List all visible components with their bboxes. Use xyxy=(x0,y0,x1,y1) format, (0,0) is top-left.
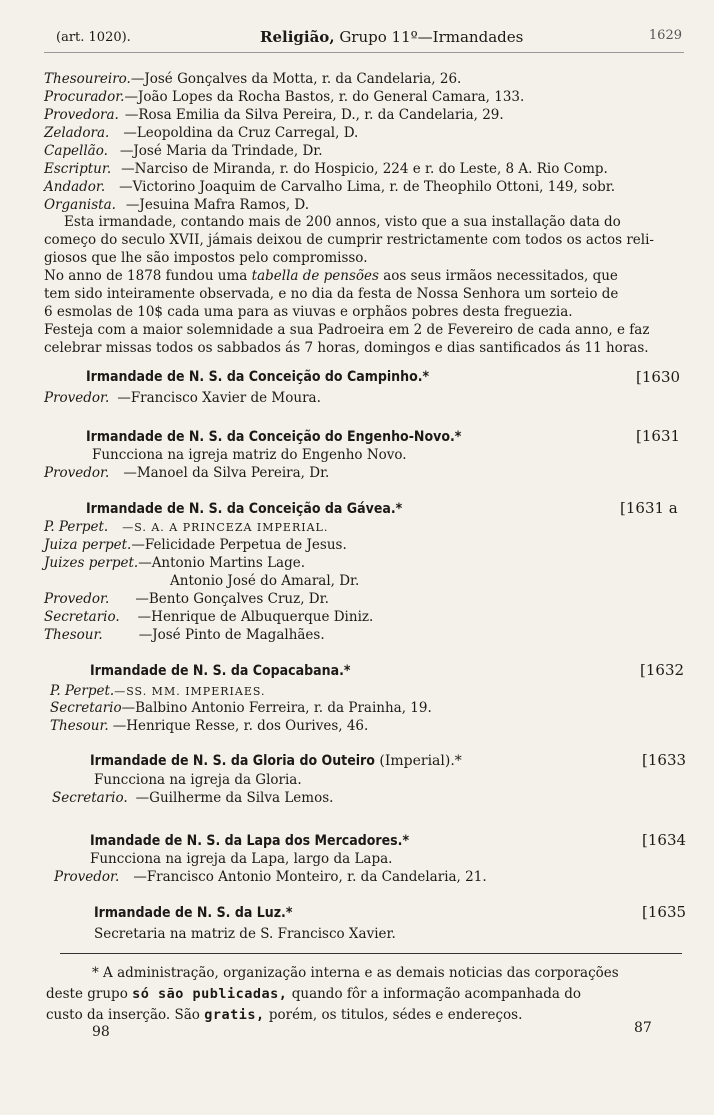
paragraph-line: 6 esmolas de 10$ cada uma para as viuvas e orphãos pobres desta freguezia. xyxy=(44,304,573,320)
footnote-rule xyxy=(60,953,682,954)
paragraph-line: giosos que lhe são impostos pelo compromisso. xyxy=(44,250,368,266)
paragraph-line: começo do seculo XVII, jámais deixou de cumprir restrictamente com todos os actos reli- xyxy=(44,232,654,248)
footnote-line: * A administração, organização interna e as demais noticias das corporações xyxy=(92,965,619,981)
officer-line: Capellão. —José Maria da Trindade, Dr. xyxy=(44,143,323,159)
officer-line: Organista. —Jesuina Mafra Ramos, D. xyxy=(44,197,310,213)
officer-line: Thesoureiro.—José Gonçalves da Motta, r. da Candelaria, 26. xyxy=(44,71,462,87)
section-title: Irmandade de N. S. da Luz.* xyxy=(94,905,293,921)
section-number: [1630 xyxy=(636,368,681,386)
officer-line: Provedor. —Manoel da Silva Pereira, Dr. xyxy=(44,465,330,481)
section-number: [1631 xyxy=(636,427,681,445)
officer-line: Provedor. —Francisco Antonio Monteiro, r. da Candelaria, 21. xyxy=(54,869,487,885)
page-number-right: 87 xyxy=(634,1020,652,1036)
section-title: Irmandade de N. S. da Copacabana.* xyxy=(90,663,351,679)
section-title: Irmandade de N. S. da Conceição da Gávea.* xyxy=(86,501,403,517)
officer-line: Zeladora. —Leopoldina da Cruz Carregal, D. xyxy=(44,125,359,141)
section-number: [1631 a xyxy=(620,499,678,517)
header-title xyxy=(260,28,523,46)
header-title-rest: Grupo 11º—Irmandades xyxy=(334,28,524,46)
officer-line: Procurador.—João Lopes da Rocha Bastos, r. do General Camara, 133. xyxy=(44,89,525,105)
officer-line: Thesour. —José Pinto de Magalhães. xyxy=(44,627,325,643)
paragraph-line: Festeja com a maior solemnidade a sua Padroeira em 2 de Fevereiro de cada anno, e faz xyxy=(44,322,650,338)
header-number: 1629 xyxy=(648,28,682,43)
section-title: Irmandade de N. S. da Conceição do Engenho-Novo.* xyxy=(86,429,462,445)
footnote-line: deste grupo só são publicadas, quando fôr a informação acompanhada do xyxy=(46,986,581,1002)
header-rule xyxy=(44,52,684,53)
header-title-bold: Religião, xyxy=(260,28,335,46)
officer-line: Andador. —Victorino Joaquim de Carvalho Lima, r. de Theophilo Ottoni, 149, sobr. xyxy=(44,179,616,195)
officer-line: Juizes perpet.—Antonio Martins Lage. xyxy=(44,555,306,571)
officer-line: Provedor. —Bento Gonçalves Cruz, Dr. xyxy=(44,591,329,607)
section-title: Irmandade de N. S. da Gloria do Outeiro (Imperial).* xyxy=(90,753,462,769)
officer-line: Juiza perpet.—Felicidade Perpetua de Jesus. xyxy=(44,537,347,553)
article-ref: (art. 1020). xyxy=(56,30,131,45)
officer-line: Provedora. —Rosa Emilia da Silva Pereira, D., r. da Candelaria, 29. xyxy=(44,107,504,123)
section-note: Secretaria na matriz de S. Francisco Xavier. xyxy=(94,926,396,942)
section-number: [1633 xyxy=(642,751,687,769)
page-number-left: 98 xyxy=(92,1024,110,1040)
section-note: Funcciona na igreja da Lapa, largo da Lapa. xyxy=(90,851,393,867)
officer-line: Antonio José do Amaral, Dr. xyxy=(170,573,360,589)
officer-line: Secretario—Balbino Antonio Ferreira, r. da Prainha, 19. xyxy=(50,700,432,716)
officer-line: P. Perpet. —S. A. A PRINCEZA IMPERIAL. xyxy=(44,519,329,535)
section-note: Funcciona na igreja da Gloria. xyxy=(94,772,302,788)
section-number: [1634 xyxy=(642,831,687,849)
officer-line: Escriptur. —Narciso de Miranda, r. do Hospicio, 224 e r. do Leste, 8 A. Rio Comp. xyxy=(44,161,608,177)
running-header xyxy=(42,22,692,46)
section-title: Imandade de N. S. da Lapa dos Mercadores.* xyxy=(90,833,410,849)
section-note: Funcciona na igreja matriz do Engenho Novo. xyxy=(92,447,407,463)
officer-line: Thesour. —Henrique Resse, r. dos Ourives, 46. xyxy=(50,718,369,734)
officer-line: Provedor. —Francisco Xavier de Moura. xyxy=(44,390,321,406)
officer-line: Secretario. —Henrique de Albuquerque Diniz. xyxy=(44,609,374,625)
section-number: [1632 xyxy=(640,661,685,679)
paragraph-line: tem sido inteiramente observada, e no dia da festa de Nossa Senhora um sorteio de xyxy=(44,286,619,302)
paragraph-line: celebrar missas todos os sabbados ás 7 horas, domingos e dias santificados ás 11 horas. xyxy=(44,340,649,356)
paragraph-line: Esta irmandade, contando mais de 200 annos, visto que a sua installação data do xyxy=(64,214,621,230)
section-number: [1635 xyxy=(642,903,687,921)
section-title: Irmandade de N. S. da Conceição do Campinho.* xyxy=(86,369,430,385)
footnote-line: custo da inserção. São gratis, porém, os titulos, sédes e endereços. xyxy=(46,1007,523,1023)
paragraph-line: No anno de 1878 fundou uma tabella de pensões aos seus irmãos necessitados, que xyxy=(44,268,618,284)
officer-line: P. Perpet.—SS. MM. IMPERIAES. xyxy=(50,683,266,699)
officer-line: Secretario. —Guilherme da Silva Lemos. xyxy=(52,790,334,806)
